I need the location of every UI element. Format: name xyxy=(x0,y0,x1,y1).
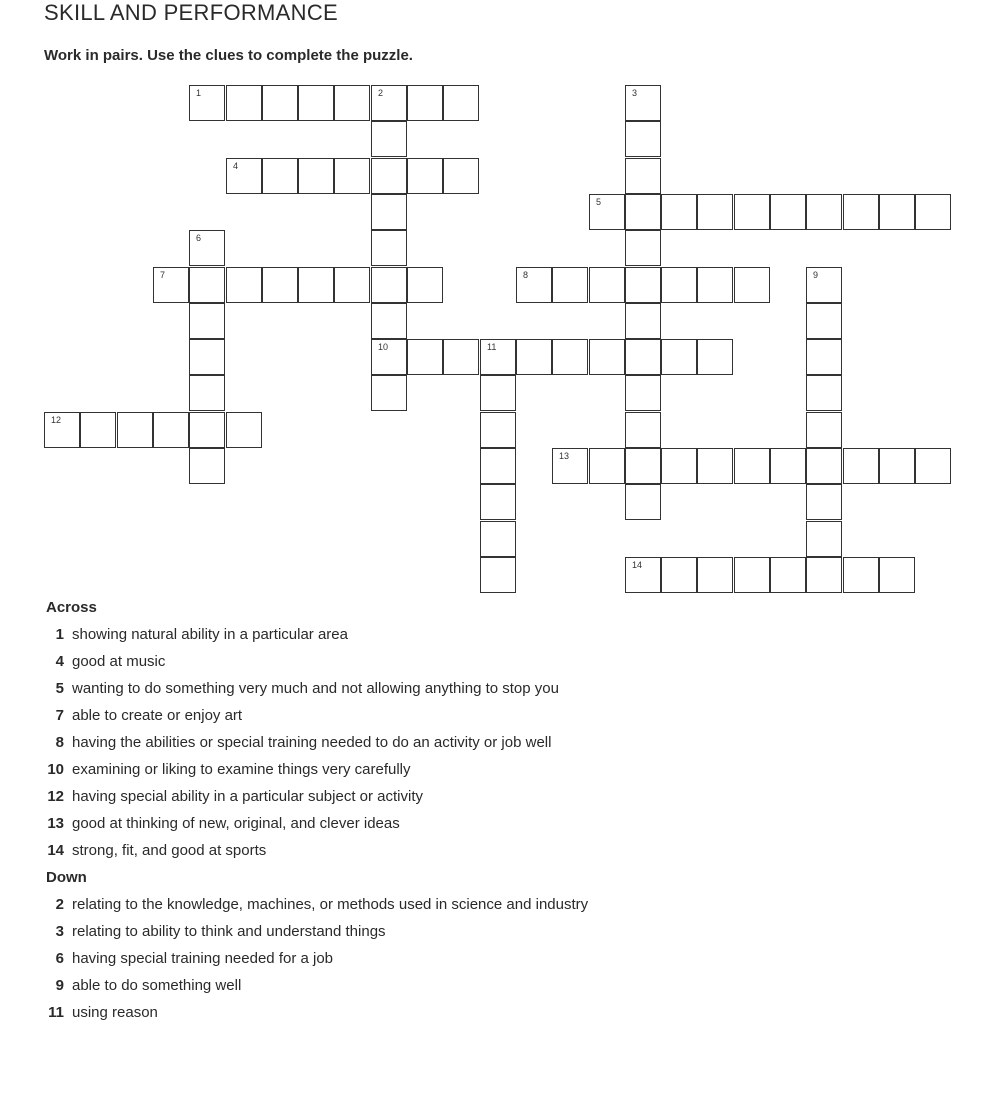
clue-number: 6 xyxy=(55,950,64,967)
crossword-cell[interactable] xyxy=(843,194,879,230)
clue-number-label: 2 xyxy=(378,88,384,98)
crossword-cell[interactable] xyxy=(480,448,516,484)
clue-number: 1 xyxy=(55,626,64,643)
clue-number: 14 xyxy=(47,842,64,859)
crossword-cell[interactable] xyxy=(371,121,407,157)
crossword-cell[interactable] xyxy=(189,448,225,484)
clue-text: having the abilities or special training needed to do an activity or job well xyxy=(72,734,552,751)
crossword-cell[interactable] xyxy=(407,267,443,303)
clue-number: 9 xyxy=(55,977,64,994)
crossword-cell[interactable] xyxy=(697,339,733,375)
crossword-cell[interactable] xyxy=(734,557,770,593)
crossword-cell[interactable] xyxy=(843,448,879,484)
crossword-cell[interactable] xyxy=(552,267,588,303)
crossword-cell[interactable] xyxy=(734,267,770,303)
clue-across-4 xyxy=(44,652,964,679)
clue-number-label: 11 xyxy=(487,342,497,352)
clue-number-label: 4 xyxy=(233,161,239,171)
crossword-cell[interactable] xyxy=(226,267,262,303)
crossword-cell[interactable] xyxy=(661,339,697,375)
crossword-cell[interactable] xyxy=(806,521,842,557)
crossword-cell[interactable] xyxy=(334,267,370,303)
clue-across-1 xyxy=(44,625,964,652)
crossword-cell[interactable] xyxy=(770,448,806,484)
page-title: SKILL AND PERFORMANCE xyxy=(44,0,338,25)
clue-across-5 xyxy=(44,679,964,706)
crossword-cell[interactable] xyxy=(625,412,661,448)
crossword-cell[interactable] xyxy=(189,412,225,448)
down-heading: Down xyxy=(46,869,87,886)
crossword-cell[interactable] xyxy=(189,230,225,266)
clue-number-label: 3 xyxy=(632,88,638,98)
crossword-cell[interactable] xyxy=(298,158,334,194)
clue-number: 3 xyxy=(55,923,64,940)
clue-number-label: 9 xyxy=(813,270,819,280)
crossword-cell[interactable] xyxy=(697,267,733,303)
crossword-cell[interactable] xyxy=(806,194,842,230)
crossword-cell[interactable] xyxy=(661,448,697,484)
clue-text: wanting to do something very much and not allowing anything to stop you xyxy=(72,680,559,697)
crossword-cell[interactable] xyxy=(806,412,842,448)
crossword-cell[interactable] xyxy=(915,194,951,230)
clue-down-9 xyxy=(44,976,964,1003)
clue-across-13 xyxy=(44,814,964,841)
clues-section xyxy=(44,598,964,1030)
crossword-cell[interactable] xyxy=(770,557,806,593)
clue-text: good at thinking of new, original, and clever ideas xyxy=(72,815,400,832)
crossword-cell[interactable] xyxy=(371,194,407,230)
crossword-cell[interactable] xyxy=(661,194,697,230)
clue-across-7 xyxy=(44,706,964,733)
clue-number-label: 8 xyxy=(523,270,529,280)
clue-number-label: 5 xyxy=(596,197,602,207)
down-clue-list xyxy=(44,895,964,1030)
crossword-cell[interactable] xyxy=(480,412,516,448)
crossword-cell[interactable] xyxy=(407,158,443,194)
crossword-cell[interactable] xyxy=(189,339,225,375)
crossword-cell[interactable] xyxy=(189,375,225,411)
crossword-cell[interactable] xyxy=(589,448,625,484)
crossword-cell[interactable] xyxy=(625,375,661,411)
crossword-cell[interactable] xyxy=(915,448,951,484)
crossword-cell[interactable] xyxy=(480,339,516,375)
clue-number: 4 xyxy=(55,653,64,670)
crossword-cell[interactable] xyxy=(625,339,661,375)
crossword-cell[interactable] xyxy=(443,158,479,194)
clue-number: 5 xyxy=(55,680,64,697)
crossword-cell[interactable] xyxy=(589,339,625,375)
clue-text: having special training needed for a job xyxy=(72,950,334,967)
crossword-cell[interactable] xyxy=(371,339,407,375)
crossword-cell[interactable] xyxy=(806,339,842,375)
clue-text: relating to ability to think and understand things xyxy=(72,923,386,940)
crossword-cell[interactable] xyxy=(334,85,370,121)
crossword-cell[interactable] xyxy=(226,85,262,121)
crossword-cell[interactable] xyxy=(226,158,262,194)
clue-number: 11 xyxy=(48,1004,64,1021)
crossword-cell[interactable] xyxy=(407,339,443,375)
crossword-cell[interactable] xyxy=(443,85,479,121)
crossword-cell[interactable] xyxy=(625,484,661,520)
crossword-cell[interactable] xyxy=(189,303,225,339)
crossword-cell[interactable] xyxy=(407,85,443,121)
crossword-cell[interactable] xyxy=(625,121,661,157)
crossword-cell[interactable] xyxy=(189,267,225,303)
crossword-cell[interactable] xyxy=(371,230,407,266)
crossword-cell[interactable] xyxy=(262,85,298,121)
crossword-cell[interactable] xyxy=(589,267,625,303)
clue-number: 2 xyxy=(55,896,64,913)
clue-number: 8 xyxy=(55,734,64,751)
crossword-cell[interactable] xyxy=(226,412,262,448)
crossword-cell[interactable] xyxy=(443,339,479,375)
crossword-cell[interactable] xyxy=(879,557,915,593)
clue-across-12 xyxy=(44,787,964,814)
clue-text: able to create or enjoy art xyxy=(72,707,243,724)
crossword-cell[interactable] xyxy=(625,303,661,339)
crossword-cell[interactable] xyxy=(625,557,661,593)
clue-text: using reason xyxy=(72,1004,158,1021)
clue-text: having special ability in a particular subject or activity xyxy=(72,788,423,805)
crossword-cell[interactable] xyxy=(661,267,697,303)
clue-number: 10 xyxy=(47,761,64,778)
crossword-cell[interactable] xyxy=(552,339,588,375)
crossword-cell[interactable] xyxy=(879,448,915,484)
crossword-cell[interactable] xyxy=(806,557,842,593)
crossword-cell[interactable] xyxy=(262,158,298,194)
across-clue-list xyxy=(44,625,964,868)
clue-down-2 xyxy=(44,895,964,922)
clue-number: 7 xyxy=(55,707,64,724)
crossword-cell[interactable] xyxy=(661,557,697,593)
crossword-cell[interactable] xyxy=(770,194,806,230)
crossword-cell[interactable] xyxy=(117,412,153,448)
crossword-cell[interactable] xyxy=(189,85,225,121)
crossword-cell[interactable] xyxy=(298,267,334,303)
clue-text: able to do something well xyxy=(72,977,242,994)
crossword-cell[interactable] xyxy=(552,448,588,484)
clue-number-label: 10 xyxy=(378,342,389,352)
clue-text: relating to the knowledge, machines, or methods used in science and industry xyxy=(72,896,589,913)
crossword-cell[interactable] xyxy=(480,484,516,520)
crossword-cell[interactable] xyxy=(262,267,298,303)
crossword-cell[interactable] xyxy=(843,557,879,593)
crossword-cell[interactable] xyxy=(371,85,407,121)
crossword-cell[interactable] xyxy=(371,375,407,411)
clue-number: 13 xyxy=(47,815,64,832)
crossword-cell[interactable] xyxy=(334,158,370,194)
crossword-cell[interactable] xyxy=(516,267,552,303)
clue-number-label: 1 xyxy=(196,88,202,98)
crossword-cell[interactable] xyxy=(153,267,189,303)
crossword-cell[interactable] xyxy=(697,557,733,593)
crossword-cell[interactable] xyxy=(480,557,516,593)
crossword-cell[interactable] xyxy=(806,303,842,339)
clue-down-6 xyxy=(44,949,964,976)
crossword-cell[interactable] xyxy=(625,158,661,194)
clue-across-14 xyxy=(44,841,964,868)
clue-text: showing natural ability in a particular area xyxy=(72,626,348,643)
across-heading: Across xyxy=(46,599,97,616)
crossword-cell[interactable] xyxy=(697,448,733,484)
crossword-cell[interactable] xyxy=(371,158,407,194)
clue-number: 12 xyxy=(47,788,64,805)
clue-text: good at music xyxy=(72,653,166,670)
crossword-cell[interactable] xyxy=(625,194,661,230)
crossword-cell[interactable] xyxy=(879,194,915,230)
crossword-cell[interactable] xyxy=(734,194,770,230)
crossword-cell[interactable] xyxy=(625,85,661,121)
clue-down-3 xyxy=(44,922,964,949)
crossword-cell[interactable] xyxy=(153,412,189,448)
instruction-text: Work in pairs. Use the clues to complete the puzzle. xyxy=(44,47,413,64)
crossword-cell[interactable] xyxy=(806,375,842,411)
crossword-cell[interactable] xyxy=(44,412,80,448)
crossword-cell[interactable] xyxy=(480,521,516,557)
crossword-cell[interactable] xyxy=(697,194,733,230)
clue-number-label: 12 xyxy=(51,415,62,425)
crossword-cell[interactable] xyxy=(625,230,661,266)
clue-number-label: 7 xyxy=(160,270,166,280)
clue-across-8 xyxy=(44,733,964,760)
clue-number-label: 13 xyxy=(559,451,570,461)
crossword-cell[interactable] xyxy=(625,448,661,484)
clue-down-11 xyxy=(44,1003,964,1030)
crossword-cell[interactable] xyxy=(806,484,842,520)
clue-number-label: 14 xyxy=(632,560,643,570)
clue-text: strong, fit, and good at sports xyxy=(72,842,267,859)
crossword-cell[interactable] xyxy=(806,448,842,484)
crossword-cell[interactable] xyxy=(298,85,334,121)
crossword-cell[interactable] xyxy=(734,448,770,484)
clue-across-10 xyxy=(44,760,964,787)
crossword-cell[interactable] xyxy=(806,267,842,303)
crossword-cell[interactable] xyxy=(80,412,116,448)
crossword-cell[interactable] xyxy=(516,339,552,375)
crossword-cell[interactable] xyxy=(480,375,516,411)
crossword-cell[interactable] xyxy=(589,194,625,230)
clue-number-label: 6 xyxy=(196,233,202,243)
clue-text: examining or liking to examine things very carefully xyxy=(72,761,411,778)
crossword-cell[interactable] xyxy=(371,303,407,339)
crossword-cell[interactable] xyxy=(371,267,407,303)
crossword-cell[interactable] xyxy=(625,267,661,303)
